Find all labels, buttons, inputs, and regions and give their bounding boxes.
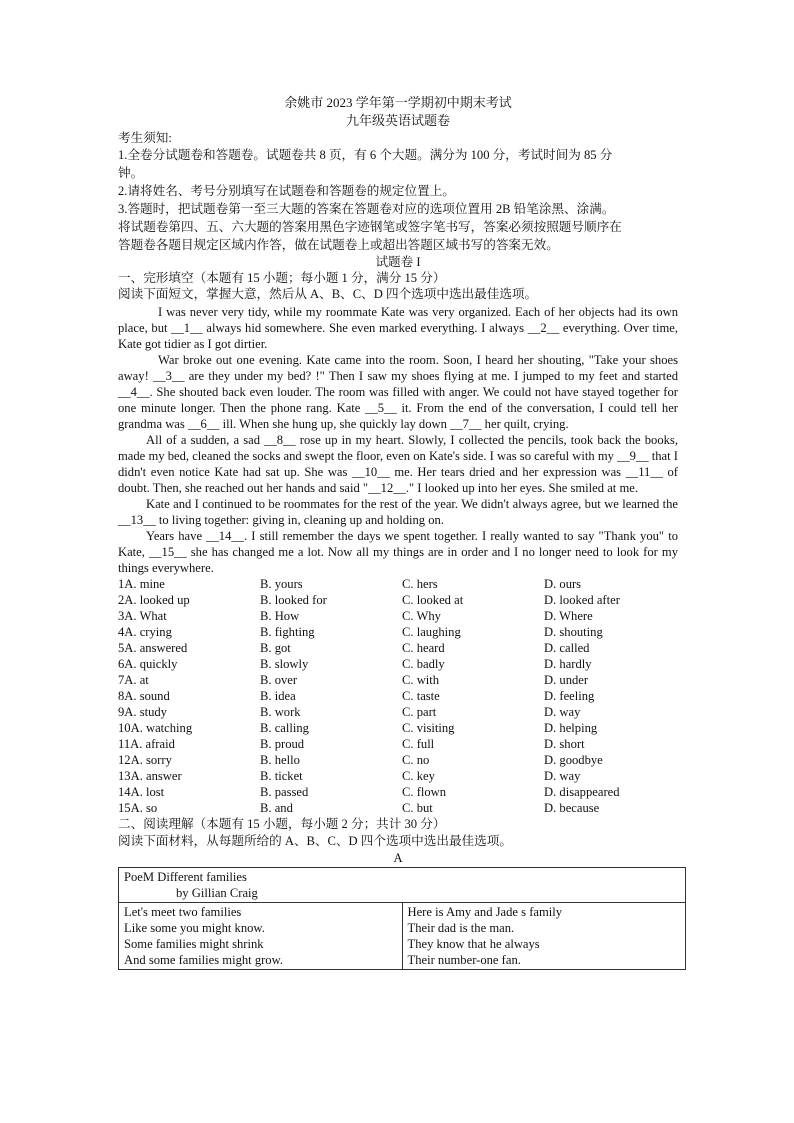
notice-line: 2.请将姓名、考号分别填写在试题卷和答题卷的规定位置上。 [118,184,455,198]
option-c: C. with [402,673,440,687]
option-b: B. hello [260,753,300,767]
option-row [118,640,678,656]
poem-line: Their number-one fan. [407,953,521,967]
option-row [118,704,678,720]
option-d: D. way [544,705,581,719]
notice-line: 答题卷各题目规定区域内作答，做在试题卷上或超出答题区域书写的答案无效。 [118,238,559,252]
exam-subtitle: 九年级英语试题卷 [345,113,450,128]
option-b: B. fighting [260,625,315,639]
option-b: B. calling [260,721,309,735]
option-c: C. laughing [402,625,461,639]
option-b: B. over [260,673,298,687]
option-d: D. ours [544,577,582,591]
option-b: B. proud [260,737,305,751]
option-b: B. slowly [260,657,309,671]
option-c: C. hers [402,577,438,591]
option-c: C. full [402,737,435,751]
poem-line: Here is Amy and Jade s family [407,905,563,919]
option-b: B. idea [260,689,296,703]
option-row [118,672,678,688]
option-b: B. work [260,705,301,719]
passage-paragraph: All of a sudden, a sad __8__ rose up in my heart. Slowly, I collected the pencils, took back the books, made my bed, cleaned the socks and swept the floor, even on Kate's side. I was so careful with my __9__ that I didn't even notice Kate had sat up. She was __10__ me. Her tears dried and her expression was __11__ of doubt. Then, she reached out her hands and said "__12__." I looked up into her eyes. She smiled at me. [118,433,678,495]
passage-paragraph: Years have __14__. I still remember the days we spent together. I really wanted to say "Thank you" to Kate, __15__ she has changed me a lot. Now all my things are in order and I no longer need to look for my things everywhere. [118,529,678,575]
option-b: B. yours [260,577,303,591]
part-label: 试题卷 I [375,255,421,269]
option-row [118,768,678,784]
option-a: 13A. answer [118,769,182,783]
section-instruction-reading: 阅读下面材料，从每题所给的 A、B、C、D 四个选项中选出最佳选项。 [118,834,512,848]
option-c: C. heard [402,641,445,655]
option-row [118,576,678,592]
notice-heading: 考生须知: [118,131,172,145]
poem-line: They know that he always [407,937,540,951]
option-a: 2A. looked up [118,593,190,607]
passage-paragraph: War broke out one evening. Kate came into the room. Soon, I heard her shouting, "Take your shoes away! __3__ are they under my bed? !" Then I saw my shoes flying at me. I jumped to my feet and started __4__. She shouted back even louder. The room was filled with anger. We could not have stayed together for one minute longer. Then the phone rang. Kate __5__ it. From the end of the conversation, I could tell her grandma was __6__ ill. When she hung up, she quickly lay down __7__ her quilt, crying. [118,353,678,431]
option-d: D. helping [544,721,598,735]
option-row [118,688,678,704]
option-b: B. looked for [260,593,327,607]
poem-title: PoeM Different families [124,870,247,884]
option-a: 11A. afraid [118,737,175,751]
option-b: B. passed [260,785,309,799]
poem-line: Some families might shrink [124,937,264,951]
option-b: B. got [260,641,291,655]
notice-line: 1.全卷分试题卷和答题卷。试题卷共 8 页，有 6 个大题。满分为 100 分，考试时间为 85 分 [118,148,613,162]
poem-left-column [119,903,403,970]
option-d: D. under [544,673,589,687]
poem-line: Let's meet two families [124,905,242,919]
notice-line: 将试题卷第四、五、六大题的答案用黑色字迹钢笔或签字笔书写，答案必须按照题号顺序在 [118,220,622,234]
section-title-cloze: 一、完形填空（本题有 15 小题；每小题 1 分，满分 15 分） [118,271,446,285]
option-a: 14A. lost [118,785,165,799]
option-d: D. goodbye [544,753,603,767]
option-d: D. Where [544,609,593,623]
option-a: 5A. answered [118,641,188,655]
option-a: 10A. watching [118,721,193,735]
option-c: C. taste [402,689,440,703]
option-d: D. because [544,801,600,815]
option-d: D. looked after [544,593,620,607]
option-d: D. hardly [544,657,592,671]
option-b: B. ticket [260,769,303,783]
option-a: 7A. at [118,673,149,687]
passage-paragraph: I was never very tidy, while my roommate Kate was very organized. Each of her objects had its own place, but __1__ always hid somewhere. She even marked everything. I always __2__ everything. Over time, Kate got tidier as I got dirtier. [118,305,678,351]
poem-line: And some families might grow. [124,953,284,967]
option-row [118,656,678,672]
option-a: 4A. crying [118,625,172,639]
option-c: C. no [402,753,430,767]
option-row [118,624,678,640]
section-title-reading: 二、阅读理解（本题有 15 小题，每小题 2 分；共计 30 分） [118,817,446,831]
passage-paragraph: Kate and I continued to be roommates for the rest of the year. We didn't always agree, but we learned the __13__ to living together: giving in, cleaning up and holding on. [118,497,678,527]
exam-title: 余姚市 2023 学年第一学期初中期末考试 [284,95,512,110]
option-row [118,752,678,768]
option-c: C. part [402,705,437,719]
option-a: 15A. so [118,801,158,815]
option-c: C. key [402,769,435,783]
option-row [118,784,678,800]
option-c: C. but [402,801,433,815]
option-row [118,608,678,624]
poem-line: Like some you might know. [124,921,265,935]
option-c: C. flown [402,785,447,799]
option-a: 3A. What [118,609,167,623]
option-row [118,592,678,608]
option-a: 1A. mine [118,577,165,591]
option-row [118,736,678,752]
option-row [118,720,678,736]
option-c: C. visiting [402,721,455,735]
option-d: D. disappeared [544,785,620,799]
option-b: B. and [260,801,293,815]
notice-line: 3.答题时，把试题卷第一至三大题的答案在答题卷对应的选项位置用 2B 铅笔涂黑、涂满。 [118,202,615,216]
option-c: C. Why [402,609,441,623]
option-d: D. shouting [544,625,603,639]
option-d: D. feeling [544,689,595,703]
option-a: 6A. quickly [118,657,178,671]
option-row [118,800,678,816]
option-a: 12A. sorry [118,753,172,767]
option-d: D. way [544,769,581,783]
option-c: C. looked at [402,593,464,607]
option-a: 8A. sound [118,689,170,703]
option-c: C. badly [402,657,445,671]
poem-line: Their dad is the man. [407,921,515,935]
option-a: 9A. study [118,705,167,719]
exam-page [118,94,678,970]
poem-author: by Gillian Craig [176,886,258,900]
option-d: D. called [544,641,590,655]
section-instruction-cloze: 阅读下面短文，掌握大意，然后从 A、B、C、D 四个选项中选出最佳选项。 [118,287,538,301]
poem-table [118,867,686,970]
passage-label: A [393,851,403,865]
option-d: D. short [544,737,585,751]
poem-header-cell [119,868,686,903]
notice-line: 钟。 [118,166,144,180]
option-b: B. How [260,609,300,623]
options-list [118,576,678,816]
poem-right-column [402,903,686,970]
